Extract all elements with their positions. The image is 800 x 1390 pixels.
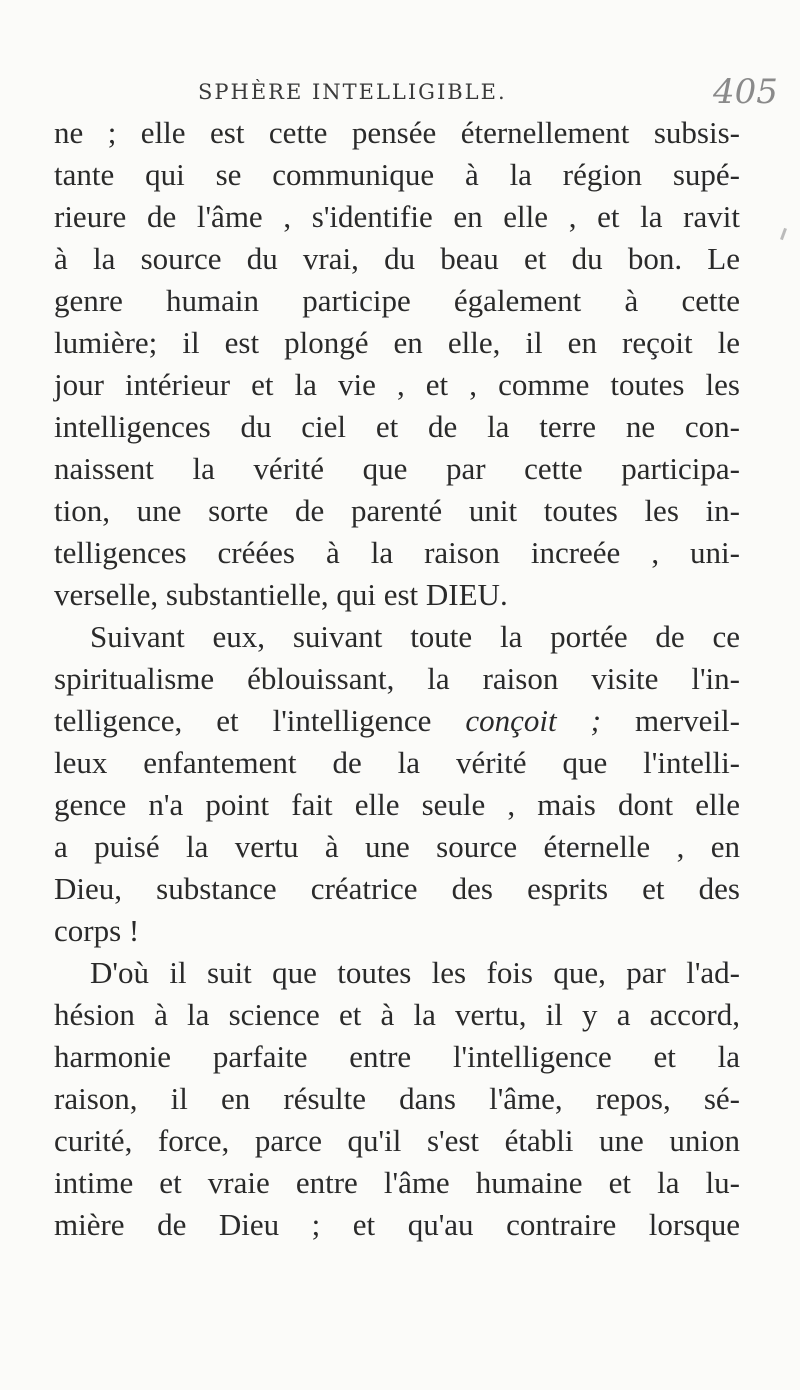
text-line: D'où il suit que toutes les fois que, par l'ad-	[90, 955, 740, 990]
text-line: harmonie parfaite entre l'intelligence et la	[54, 1039, 740, 1074]
page-header	[0, 74, 800, 114]
paper-speck	[780, 228, 787, 240]
text-line: leux enfantement de la vérité que l'intelli-	[54, 745, 740, 780]
page-number: 405	[713, 72, 778, 112]
text-line: intelligences du ciel et de la terre ne con-	[54, 409, 740, 444]
text-line	[54, 700, 740, 742]
text-line: rieure de l'âme , s'identifie en elle , et la ravit	[54, 199, 740, 234]
text-line: tante qui se communique à la région supé-	[54, 157, 740, 192]
text-line: mière de Dieu ; et qu'au contraire lorsque	[54, 1207, 740, 1242]
text-line: intime et vraie entre l'âme humaine et la lu-	[54, 1165, 740, 1200]
italic-word: conçoit ;	[465, 703, 601, 738]
text-line: tion, une sorte de parenté unit toutes les in-	[54, 493, 740, 528]
text-line: ne ; elle est cette pensée éternellement subsis-	[54, 115, 740, 150]
text-span: merveil-	[634, 703, 740, 738]
text-line: corps !	[54, 913, 140, 948]
text-line: gence n'a point fait elle seule , mais dont elle	[54, 787, 740, 822]
text-line: jour intérieur et la vie , et , comme toutes les	[54, 367, 740, 402]
text-line: curité, force, parce qu'il s'est établi une union	[54, 1123, 740, 1158]
text-line: telligences créées à la raison increée , uni-	[54, 535, 740, 570]
text-line: hésion à la science et à la vertu, il y a accord,	[54, 997, 740, 1032]
text-line: raison, il en résulte dans l'âme, repos, sé-	[54, 1081, 740, 1116]
text-line: verselle, substantielle, qui est DIEU.	[54, 577, 508, 612]
text-line: a puisé la vertu à une source éternelle , en	[54, 829, 740, 864]
running-title: SPHÈRE INTELLIGIBLE.	[198, 80, 507, 104]
text-line: lumière; il est plongé en elle, il en reçoit le	[54, 325, 740, 360]
text-line: Suivant eux, suivant toute la portée de ce	[90, 619, 740, 654]
text-line: Dieu, substance créatrice des esprits et des	[54, 871, 740, 906]
text-line: spiritualisme éblouissant, la raison visite l'in-	[54, 661, 740, 696]
text-line: à la source du vrai, du beau et du bon. Le	[54, 241, 740, 276]
text-span: telligence, et l'intelligence	[54, 703, 432, 738]
text-line: naissent la vérité que par cette participa-	[54, 451, 740, 486]
text-line: genre humain participe également à cette	[54, 283, 740, 318]
